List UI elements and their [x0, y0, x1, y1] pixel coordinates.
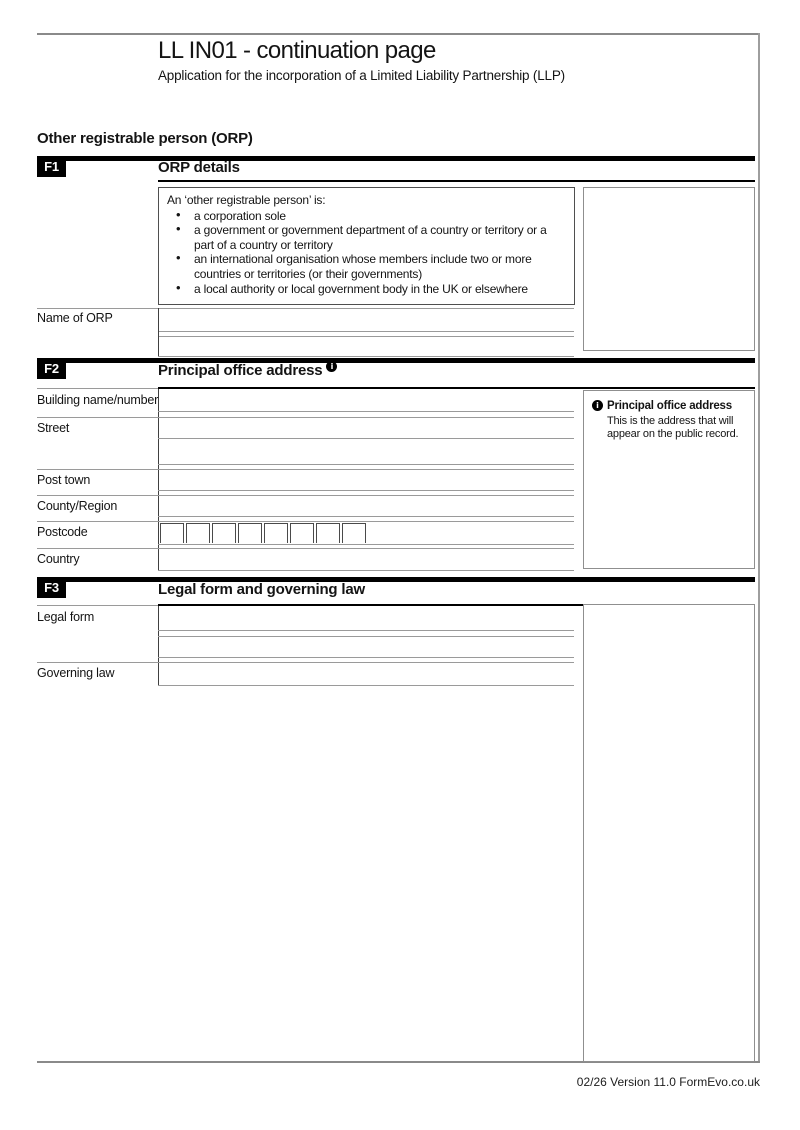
section-f2-title-rule [158, 387, 755, 389]
f1-side-notes-box [583, 187, 755, 351]
info-icon: i [326, 361, 337, 372]
orp-definition-item: • a government or government department of a country or territory or a part of a country or territory [167, 223, 566, 252]
section-f3-title: Legal form and governing law [158, 581, 365, 598]
field-line [37, 605, 158, 606]
postcode-char-box[interactable] [316, 523, 340, 543]
version-footer: 02/26 Version 11.0 FormEvo.co.uk [576, 1075, 760, 1089]
section-f1-title: ORP details [158, 159, 240, 176]
orp-definition-intro: An ‘other registrable person’ is: [167, 193, 326, 207]
field-line [158, 490, 574, 491]
building-name-label: Building name/number [37, 393, 159, 407]
section-f3-badge: F3 [37, 577, 66, 598]
section-f1-bar [37, 156, 755, 161]
building-name-input[interactable] [159, 390, 573, 411]
county-region-input[interactable] [159, 496, 573, 516]
governing-law-label: Governing law [37, 666, 115, 680]
field-line [158, 464, 574, 465]
postcode-char-box[interactable] [238, 523, 262, 543]
field-line [158, 657, 574, 658]
street-input[interactable] [159, 418, 573, 438]
orp-definition-list [167, 209, 566, 297]
field-line [158, 516, 574, 517]
county-region-label: County/Region [37, 499, 118, 513]
postcode-char-box[interactable] [290, 523, 314, 543]
section-group-heading: Other registrable person (ORP) [37, 130, 253, 147]
legal-form-input-line2[interactable] [159, 637, 573, 656]
orp-definition-item: • an international organisation whose members include two or more countries or territories (or their governments) [167, 252, 566, 281]
page-frame-top [37, 33, 760, 35]
principal-office-note [584, 391, 754, 442]
page-subtitle: Application for the incorporation of a Limited Liability Partnership (LLP) [158, 68, 565, 83]
f3-side-notes-box [583, 604, 755, 1062]
post-town-label: Post town [37, 473, 91, 487]
section-f1-title-rule [158, 180, 755, 182]
orp-definition-note [158, 187, 575, 305]
section-f2-badge: F2 [37, 358, 66, 379]
governing-law-input[interactable] [159, 663, 573, 685]
field-line [158, 544, 574, 545]
section-f2-title-text: Principal office address [158, 362, 323, 379]
section-f2-title [158, 362, 337, 379]
principal-office-note-body: This is the address that will appear on the public record. [607, 414, 739, 441]
principal-office-note-title-row [592, 400, 746, 413]
country-label: Country [37, 552, 80, 566]
field-line [158, 570, 574, 571]
f2-side-notes-box [583, 390, 755, 569]
field-line [158, 356, 574, 357]
field-line [37, 521, 574, 522]
postcode-char-box[interactable] [342, 523, 366, 543]
postcode-char-box[interactable] [186, 523, 210, 543]
postcode-char-box[interactable] [160, 523, 184, 543]
section-f3-bar [37, 577, 755, 582]
info-icon: i [592, 400, 603, 411]
name-of-orp-label: Name of ORP [37, 311, 113, 325]
principal-office-note-title: Principal office address [607, 400, 732, 412]
name-of-orp-input-line2[interactable] [159, 337, 573, 355]
postcode-char-box[interactable] [212, 523, 236, 543]
street-input-line2[interactable] [159, 439, 573, 464]
country-input[interactable] [159, 549, 573, 570]
orp-definition-item: • a local authority or local government body in the UK or elsewhere [167, 282, 566, 297]
field-line [158, 411, 574, 412]
post-town-input[interactable] [159, 470, 573, 490]
field-line [158, 630, 574, 631]
page-frame-right [758, 33, 760, 1063]
field-line [37, 388, 158, 389]
legal-form-label: Legal form [37, 610, 95, 624]
orp-definition-item: • a corporation sole [167, 209, 566, 224]
postcode-char-box[interactable] [264, 523, 288, 543]
section-f1-badge: F1 [37, 156, 66, 177]
street-label: Street [37, 421, 70, 435]
postcode-label: Postcode [37, 525, 88, 539]
legal-form-input[interactable] [159, 606, 573, 630]
name-of-orp-input[interactable] [159, 309, 573, 330]
section-f2-bar [37, 358, 755, 363]
page-title: LL IN01 - continuation page [158, 37, 436, 64]
field-line [158, 331, 574, 332]
field-line [158, 685, 574, 686]
